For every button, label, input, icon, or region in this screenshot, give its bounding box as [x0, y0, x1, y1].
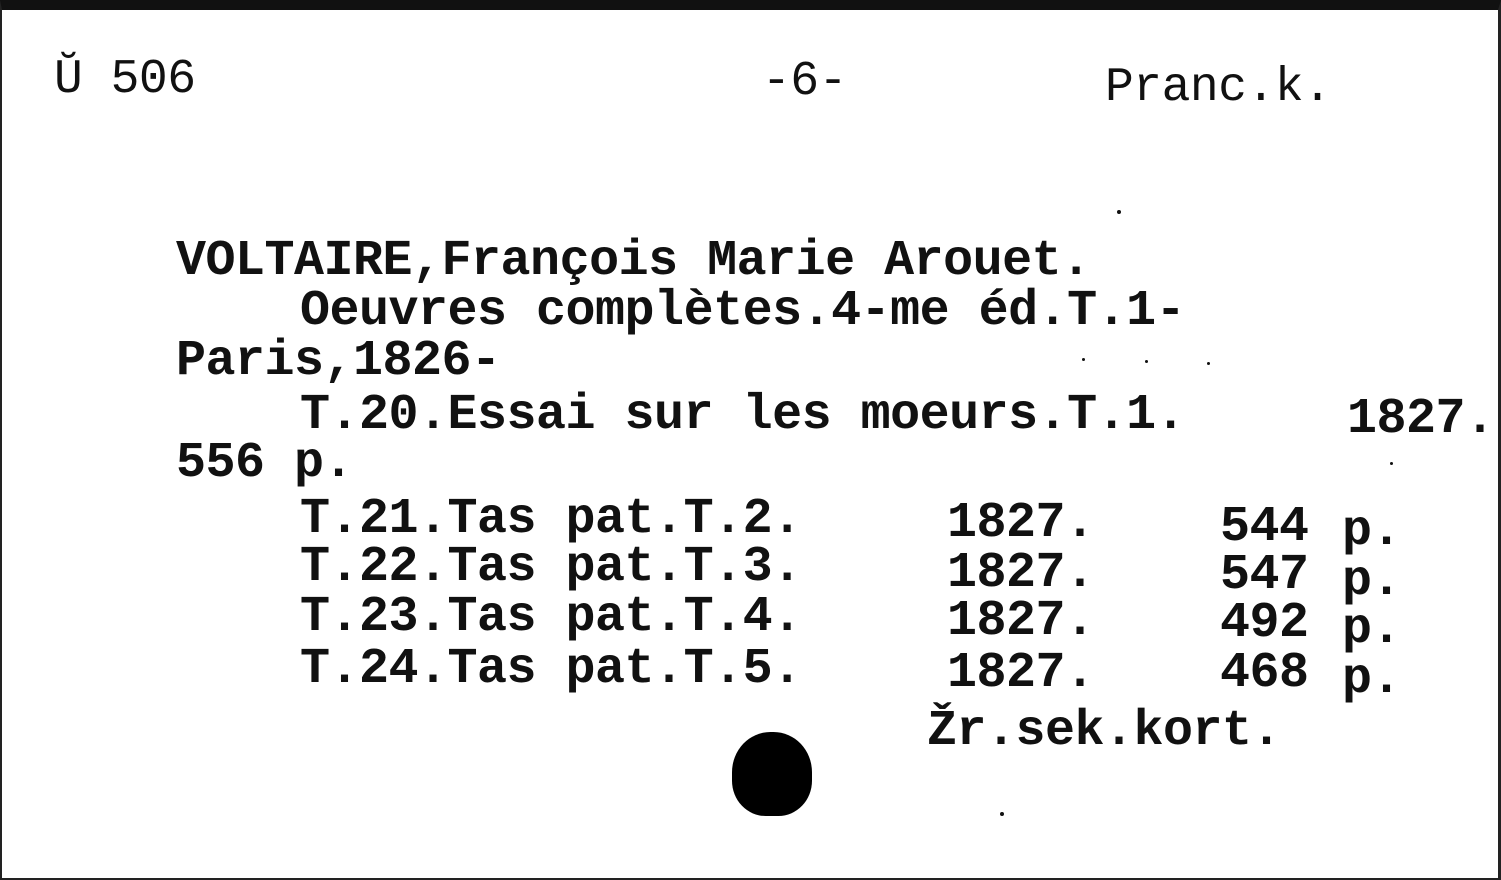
imprint-line: Paris,1826-: [176, 333, 501, 390]
author-heading: VOLTAIRE,François Marie Arouet.: [176, 233, 1091, 290]
volume-24-pages: 468: [1220, 645, 1309, 702]
volume-20-description: T.20.Essai sur les moeurs.T.1.: [300, 387, 1186, 444]
ink-speck: [1145, 360, 1148, 363]
volume-21-pages: 544: [1220, 499, 1309, 556]
call-number: Ŭ 506: [54, 53, 196, 107]
volume-22: T.22.Tas pat.T.3.: [300, 539, 802, 596]
volume-21-unit: p.: [1342, 503, 1402, 560]
volume-22-pages: 547: [1220, 547, 1309, 604]
volume-23-year: 1827.: [947, 593, 1095, 650]
ink-blot: [732, 732, 812, 816]
ink-speck: [1000, 812, 1004, 816]
ink-speck: [1207, 362, 1210, 365]
volume-22-unit: p.: [1342, 553, 1402, 610]
volume-24-unit: p.: [1342, 651, 1402, 708]
ink-speck: [1117, 210, 1121, 214]
volume-23-unit: p.: [1342, 601, 1402, 658]
volume-22-year: 1827.: [947, 545, 1095, 602]
volume-20-year: 1827.: [1347, 391, 1495, 448]
volume-23-pages: 492: [1220, 595, 1309, 652]
volume-21-year: 1827.: [947, 495, 1095, 552]
volume-24: T.24.Tas pat.T.5.: [300, 641, 802, 698]
ink-speck: [1390, 462, 1393, 465]
volume-20-pages: 556 p.: [176, 435, 354, 492]
volume-24-year: 1827.: [947, 645, 1095, 702]
ink-speck: [1082, 358, 1085, 361]
title-line: Oeuvres complètes.4-me éd.T.1-: [300, 283, 1186, 340]
cross-reference: Žr.sek.kort.: [927, 703, 1282, 760]
card-number: -6-: [762, 55, 847, 109]
volume-23: T.23.Tas pat.T.4.: [300, 589, 802, 646]
volume-21: T.21.Tas pat.T.2.: [300, 491, 802, 548]
section-label: Pranc.k.: [1105, 61, 1332, 115]
